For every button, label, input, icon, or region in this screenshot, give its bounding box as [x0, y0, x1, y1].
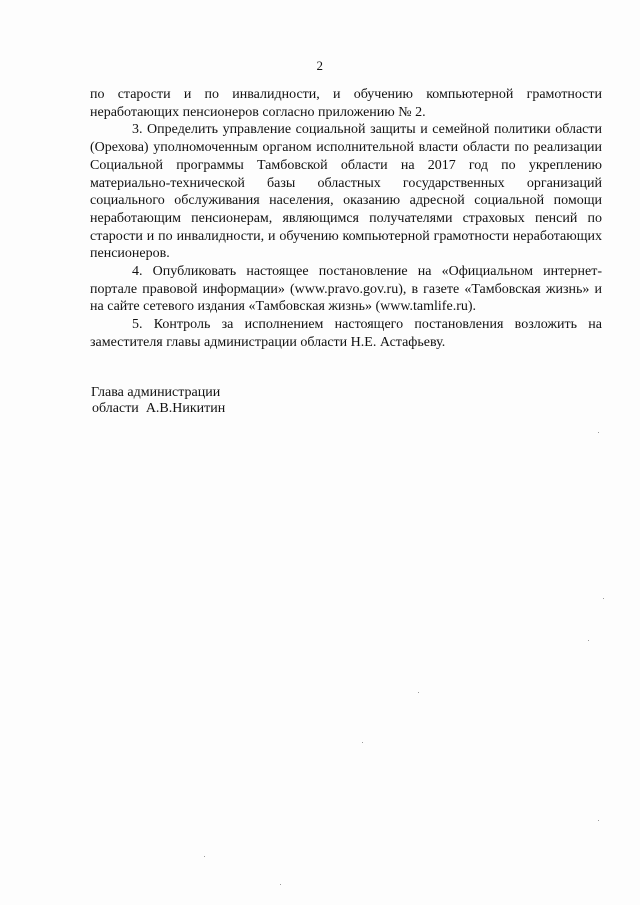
scan-speck	[362, 742, 363, 743]
paragraph-continuation: по старости и по инвалидности, и обучению компьютерной грамотности неработающих пенсионеров согласно приложению № 2.	[90, 87, 602, 120]
scan-speck	[598, 820, 599, 821]
scan-speck	[598, 432, 599, 433]
paragraph-item-3: 3. Определить управление социальной защиты и семейной политики области (Орехова) уполномоченным органом исполнительной власти области по реализации Социальной программы Тамбовской области на 2017 год по укреплению материально-технической базы областных государственных организаций социального обслуживания населения, оказанию адресной социальной помощи неработающим пенсионерам, являющимся получателями страховых пенсий по старости и по инвалидности, и обучению компьютерной грамотности неработающих пенсионеров.	[90, 122, 602, 262]
signatory-name: А.В.Никитин	[145, 401, 226, 416]
paragraph-item-5: 5. Контроль за исполнением настоящего постановления возложить на заместителя главы администрации области Н.Е. Астафьеву.	[90, 317, 602, 350]
scan-speck	[588, 640, 589, 641]
document-body	[90, 86, 602, 352]
paragraph-item-4: 4. Опубликовать настоящее постановление на «Официальном интернет-портале правовой информации» (www.pravo.gov.ru), в газете «Тамбовская жизнь» и на сайте сетевого издания «Тамбовская жизнь» (www.tamlife.ru).	[90, 264, 602, 315]
page-number: 2	[316, 58, 324, 73]
scan-speck	[204, 856, 205, 857]
signatory-position-region: области	[92, 401, 139, 416]
scan-speck	[280, 884, 281, 885]
signatory-position-line1: Глава администрации	[91, 385, 221, 400]
signatory-position-line2	[91, 401, 225, 417]
scan-speck	[603, 598, 604, 599]
signature-block	[91, 385, 225, 417]
scan-speck	[418, 692, 419, 693]
